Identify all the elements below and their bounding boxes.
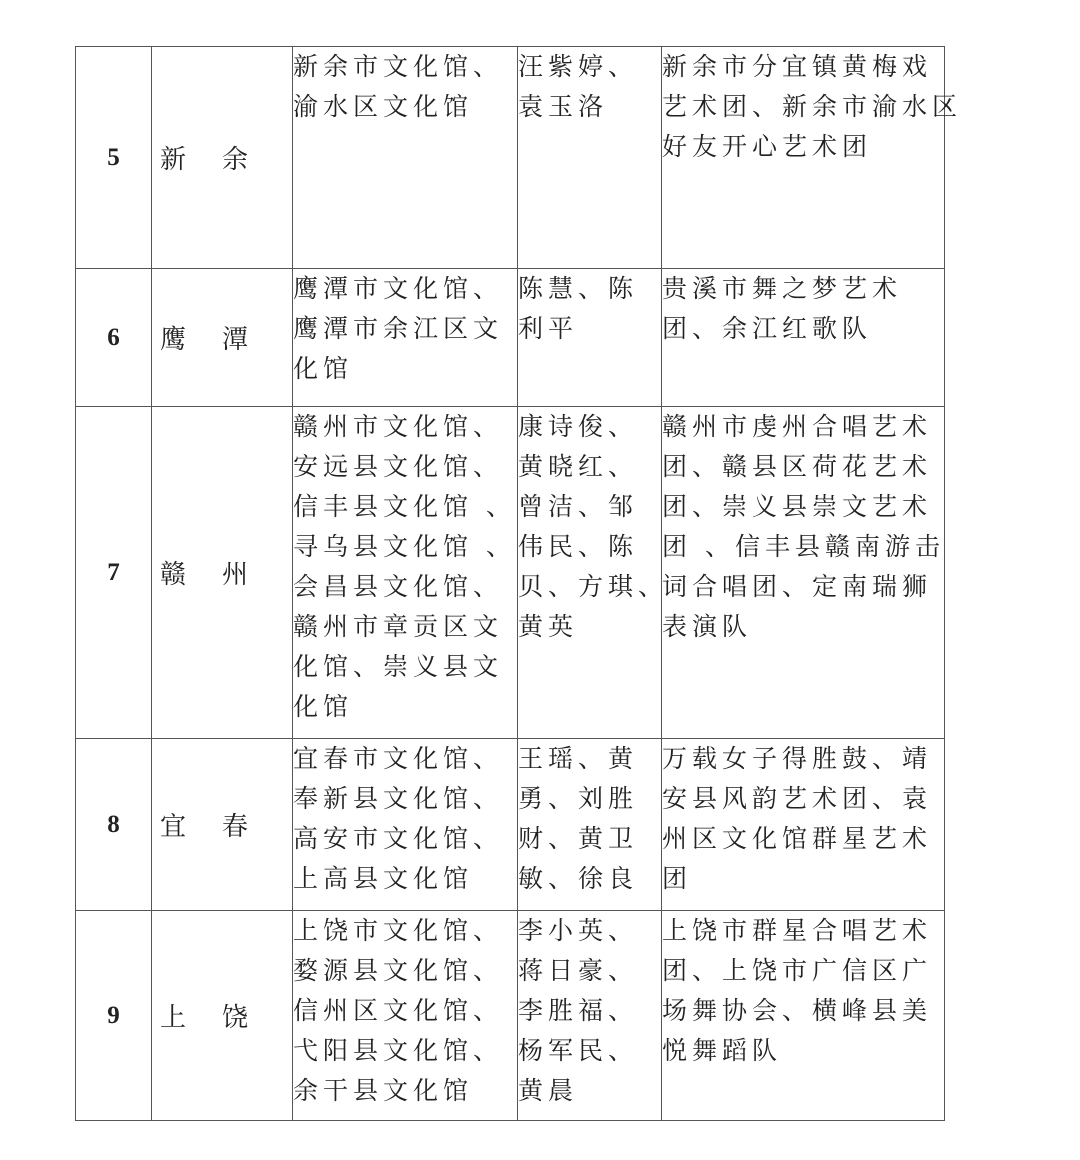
venue-line: 奉新县文化馆、: [293, 784, 504, 813]
troupe-line: 团、上饶市广信区广: [662, 956, 933, 985]
person-line: 王瑶、黄: [518, 744, 639, 773]
city-name: 赣州: [152, 407, 293, 739]
venue-line: 会昌县文化馆、: [293, 572, 504, 601]
row-number: 9: [76, 911, 152, 1121]
venues-cell: [293, 739, 518, 911]
person-line: 袁玉洛: [518, 92, 609, 121]
venue-line: 宜春市文化馆、: [293, 744, 504, 773]
person-line: 敏、徐良: [518, 864, 639, 893]
troupe-line: 好友开心艺术团: [662, 132, 873, 161]
person-line: 黄晓红、: [518, 452, 639, 481]
troupe-line: 安县风韵艺术团、袁: [662, 784, 933, 813]
person-line: 蒋日豪、: [518, 956, 639, 985]
table-row-9: [76, 911, 945, 1121]
troupe-line: 州区文化馆群星艺术: [662, 824, 933, 853]
venue-line: 信丰县文化馆 、: [293, 492, 516, 521]
person-line: 伟民、陈: [518, 532, 639, 561]
person-line: 黄英: [518, 612, 579, 641]
venue-line: 渝水区文化馆: [293, 92, 474, 121]
city-name: 宜春: [152, 739, 293, 911]
person-line: 李胜福、: [518, 996, 639, 1025]
troupe-line: 赣州市虔州合唱艺术: [662, 412, 933, 441]
venue-line: 化馆: [293, 692, 354, 721]
troupes-cell: [662, 407, 945, 739]
troupe-line: 贵溪市舞之梦艺术: [662, 274, 903, 303]
table-row-8: [76, 739, 945, 911]
troupe-line: 上饶市群星合唱艺术: [662, 916, 933, 945]
row-number: 6: [76, 269, 152, 407]
venue-line: 高安市文化馆、: [293, 824, 504, 853]
venue-line: 上高县文化馆: [293, 864, 474, 893]
troupes-cell: [662, 739, 945, 911]
person-line: 陈慧、陈: [518, 274, 639, 303]
people-cell: [518, 47, 662, 269]
venues-cell: [293, 269, 518, 407]
venue-line: 赣州市章贡区文: [293, 612, 504, 641]
table-row-7: [76, 407, 945, 739]
city-name: 新余: [152, 47, 293, 269]
troupe-line: 场舞协会、横峰县美: [662, 996, 933, 1025]
city-name: 鹰潭: [152, 269, 293, 407]
person-line: 贝、方琪、: [518, 572, 669, 601]
troupe-line: 团、崇义县崇文艺术: [662, 492, 933, 521]
person-line: 财、黄卫: [518, 824, 639, 853]
troupe-line: 艺术团、新余市渝水区: [662, 92, 963, 121]
table-row-5: [76, 47, 945, 269]
venues-cell: [293, 47, 518, 269]
venue-line: 鹰潭市余江区文: [293, 314, 504, 343]
venue-line: 弋阳县文化馆、: [293, 1036, 504, 1065]
troupe-line: 表演队: [662, 612, 753, 641]
person-line: 李小英、: [518, 916, 639, 945]
venue-line: 赣州市文化馆、: [293, 412, 504, 441]
people-cell: [518, 911, 662, 1121]
people-cell: [518, 739, 662, 911]
city-name: 上饶: [152, 911, 293, 1121]
troupe-line: 团: [662, 864, 693, 893]
venue-line: 化馆: [293, 354, 354, 383]
person-line: 利平: [518, 314, 579, 343]
people-cell: [518, 269, 662, 407]
troupe-line: 万载女子得胜鼓、靖: [662, 744, 933, 773]
venue-line: 寻乌县文化馆 、: [293, 532, 516, 561]
person-line: 勇、刘胜: [518, 784, 639, 813]
person-line: 曾洁、邹: [518, 492, 639, 521]
troupe-line: 词合唱团、定南瑞狮: [662, 572, 933, 601]
person-line: 康诗俊、: [518, 412, 639, 441]
person-line: 黄晨: [518, 1076, 579, 1105]
row-number: 8: [76, 739, 152, 911]
venue-line: 新余市文化馆、: [293, 52, 504, 81]
venues-cell: [293, 911, 518, 1121]
troupe-line: 团、赣县区荷花艺术: [662, 452, 933, 481]
person-line: 杨军民、: [518, 1036, 639, 1065]
venue-line: 化馆、崇义县文: [293, 652, 504, 681]
troupes-cell: [662, 47, 963, 269]
people-cell: [518, 407, 669, 739]
venues-cell: [293, 407, 518, 739]
row-number: 7: [76, 407, 152, 739]
venue-line: 婺源县文化馆、: [293, 956, 504, 985]
venue-line: 安远县文化馆、: [293, 452, 504, 481]
troupe-line: 新余市分宜镇黄梅戏: [662, 52, 933, 81]
table-row-6: [76, 269, 945, 407]
venue-line: 鹰潭市文化馆、: [293, 274, 504, 303]
troupe-line: 团、余江红歌队: [662, 314, 873, 343]
troupes-cell: [662, 911, 945, 1121]
venue-line: 余干县文化馆: [293, 1076, 474, 1105]
venue-line: 上饶市文化馆、: [293, 916, 504, 945]
troupe-line: 团 、信丰县赣南游击: [662, 532, 945, 561]
troupes-cell: [662, 269, 945, 407]
venue-line: 信州区文化馆、: [293, 996, 504, 1025]
document-table: [75, 46, 963, 1121]
row-number: 5: [76, 47, 152, 269]
person-line: 汪紫婷、: [518, 52, 639, 81]
troupe-line: 悦舞蹈队: [662, 1036, 783, 1065]
